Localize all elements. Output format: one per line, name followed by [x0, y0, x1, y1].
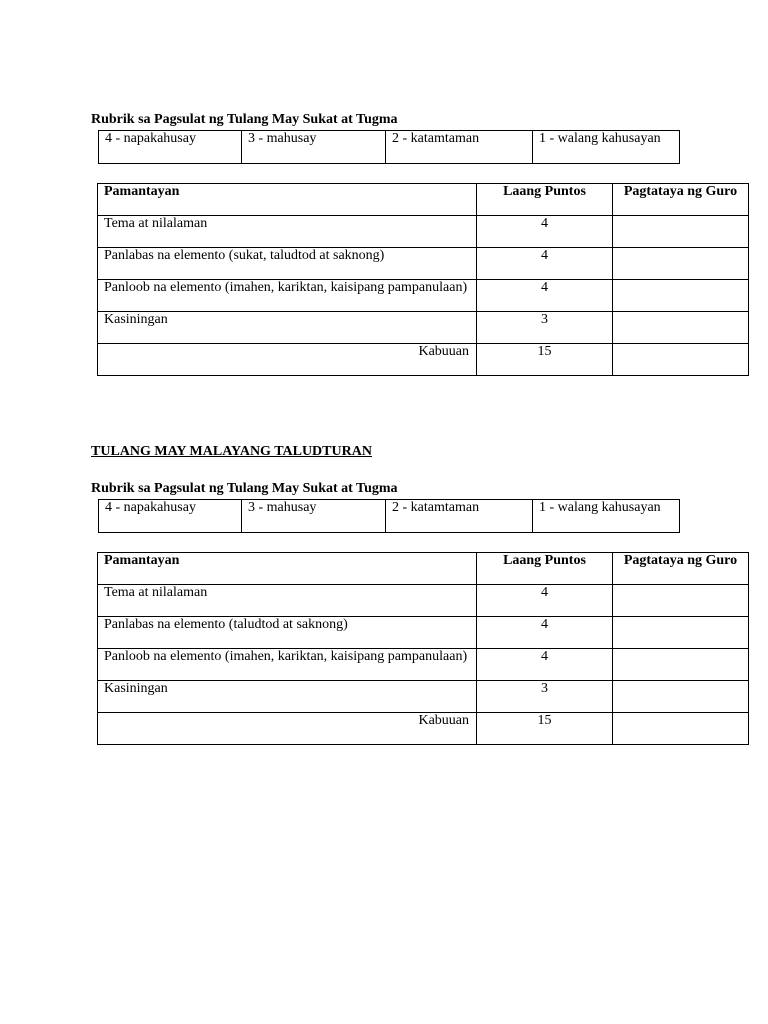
table-header-row [98, 184, 749, 216]
points-cell: 4 [477, 585, 613, 617]
scale-cell: 3 - mahusay [242, 500, 386, 533]
rating-scale-table [98, 499, 680, 533]
grade-cell[interactable] [613, 649, 749, 681]
criterion-cell: Panlabas na elemento (sukat, taludtod at saknong) [98, 248, 477, 280]
grade-cell[interactable] [613, 681, 749, 713]
points-cell: 3 [477, 312, 613, 344]
header-grade: Pagtataya ng Guro [613, 184, 749, 216]
rating-scale-row [99, 131, 680, 164]
scale-cell: 1 - walang kahusayan [533, 131, 680, 164]
scale-cell: 4 - napakahusay [99, 500, 242, 533]
scale-cell: 2 - katamtaman [386, 131, 533, 164]
points-cell: 4 [477, 280, 613, 312]
table-row [98, 312, 749, 344]
grade-cell[interactable] [613, 585, 749, 617]
table-header-row [98, 553, 749, 585]
table-row [98, 681, 749, 713]
criterion-cell: Panloob na elemento (imahen, kariktan, kaisipang pampanulaan) [98, 649, 477, 681]
scale-cell: 1 - walang kahusayan [533, 500, 680, 533]
grade-cell[interactable] [613, 280, 749, 312]
header-points: Laang Puntos [477, 553, 613, 585]
total-points: 15 [477, 344, 613, 376]
rubric-title: Rubrik sa Pagsulat ng Tulang May Sukat at Tugma [91, 481, 398, 496]
total-label: Kabuuan [98, 344, 477, 376]
points-cell: 4 [477, 248, 613, 280]
total-row [98, 344, 749, 376]
criterion-cell: Panloob na elemento (imahen, kariktan, kaisipang pampanulaan) [98, 280, 477, 312]
header-criterion: Pamantayan [98, 184, 477, 216]
table-row [98, 280, 749, 312]
section-subheading: TULANG MAY MALAYANG TALUDTURAN [91, 444, 372, 459]
scale-cell: 3 - mahusay [242, 131, 386, 164]
total-grade-cell[interactable] [613, 344, 749, 376]
header-grade: Pagtataya ng Guro [613, 553, 749, 585]
scale-cell: 4 - napakahusay [99, 131, 242, 164]
rubric-title: Rubrik sa Pagsulat ng Tulang May Sukat at Tugma [91, 112, 398, 127]
total-points: 15 [477, 713, 613, 745]
table-row [98, 649, 749, 681]
criterion-cell: Tema at nilalaman [98, 585, 477, 617]
table-row [98, 585, 749, 617]
points-cell: 4 [477, 617, 613, 649]
table-row [98, 617, 749, 649]
criterion-cell: Tema at nilalaman [98, 216, 477, 248]
header-criterion: Pamantayan [98, 553, 477, 585]
table-row [98, 248, 749, 280]
scale-cell: 2 - katamtaman [386, 500, 533, 533]
grade-cell[interactable] [613, 617, 749, 649]
table-row [98, 216, 749, 248]
rating-scale-table [98, 130, 680, 164]
points-cell: 4 [477, 649, 613, 681]
criterion-cell: Kasiningan [98, 312, 477, 344]
criteria-table [97, 552, 749, 745]
header-points: Laang Puntos [477, 184, 613, 216]
criterion-cell: Kasiningan [98, 681, 477, 713]
rating-scale-row [99, 500, 680, 533]
total-row [98, 713, 749, 745]
grade-cell[interactable] [613, 216, 749, 248]
criterion-cell: Panlabas na elemento (taludtod at saknong) [98, 617, 477, 649]
points-cell: 4 [477, 216, 613, 248]
total-grade-cell[interactable] [613, 713, 749, 745]
grade-cell[interactable] [613, 312, 749, 344]
criteria-table [97, 183, 749, 376]
points-cell: 3 [477, 681, 613, 713]
total-label: Kabuuan [98, 713, 477, 745]
grade-cell[interactable] [613, 248, 749, 280]
